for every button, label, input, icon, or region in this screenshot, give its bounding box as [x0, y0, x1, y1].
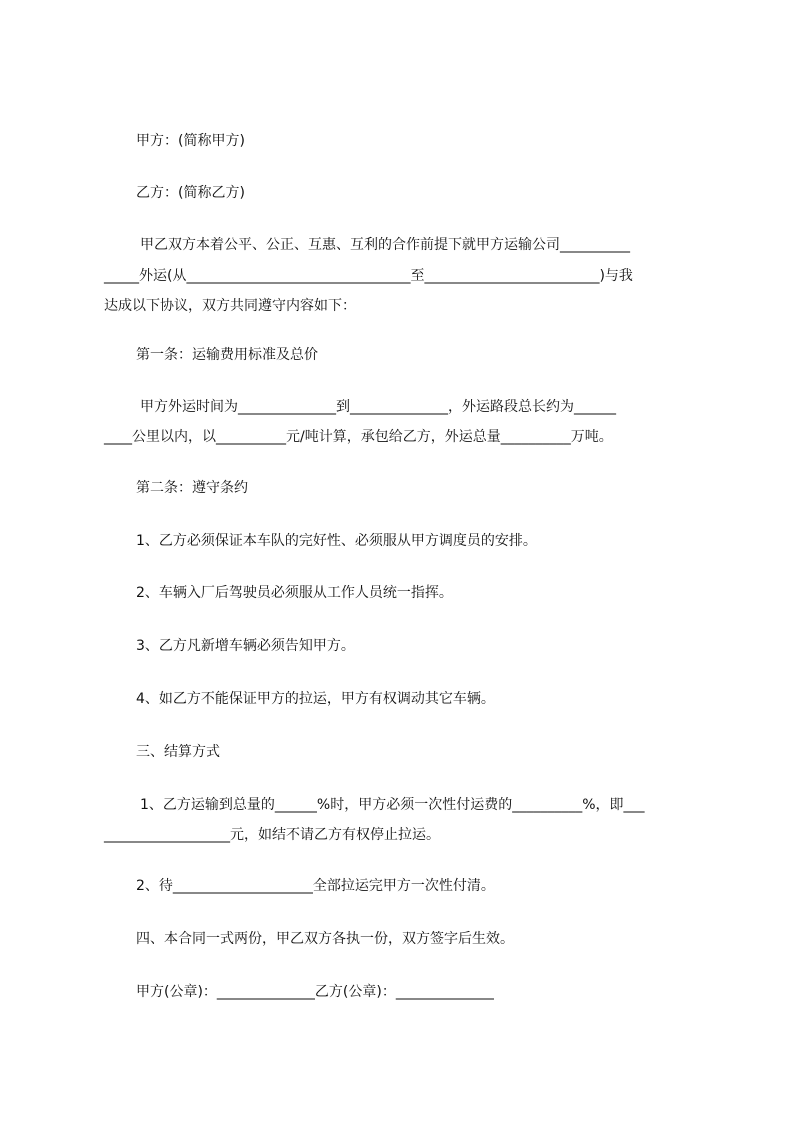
article1-line-2: ____公里以内，以__________元/吨计算，承包给乙方，外运总量__________万吨。 [104, 429, 613, 445]
article2-item-2: 2、车辆入厂后驾驶员必须服从工作人员统一指挥。 [136, 585, 453, 601]
intro-line-1: 甲乙双方本着公平、公正、互惠、互利的合作前提下就甲方运输公司__________ [140, 237, 630, 253]
article2-item-3: 3、乙方凡新增车辆必须告知甲方。 [136, 638, 355, 654]
article4-line: 四、本合同一式两份，甲乙双方各执一份，双方签字后生效。 [136, 931, 514, 947]
article1-line-1: 甲方外运时间为______________到______________，外运路段总长约为______ [140, 399, 616, 415]
intro-line-3: 达成以下协议，双方共同遵守内容如下： [104, 298, 356, 314]
article3-item-1-line-2: __________________元，如结不请乙方有权停止拉运。 [104, 827, 440, 843]
article2-item-1: 1、乙方必须保证本车队的完好性、必须服从甲方调度员的安排。 [136, 533, 537, 549]
party-a-line: 甲方：(简称甲方) [136, 133, 245, 149]
signature-line: 甲方(公章)：______________乙方(公章)：______________ [136, 984, 494, 1000]
intro-line-2: _____外运(从________________________________至_________________________)与我 [104, 268, 633, 284]
article2-title: 第二条：遵守条约 [136, 480, 248, 496]
article2-item-4: 4、如乙方不能保证甲方的拉运，甲方有权调动其它车辆。 [136, 691, 495, 707]
article3-title: 三、结算方式 [136, 744, 220, 760]
party-b-line: 乙方：(简称乙方) [136, 185, 245, 201]
article3-item-2: 2、待____________________全部拉运完甲方一次性付清。 [136, 878, 495, 894]
article3-item-1-line-1: 1、乙方运输到总量的______%时，甲方必须一次性付运费的__________%，即___ [140, 797, 645, 813]
article1-title: 第一条：运输费用标准及总价 [136, 347, 318, 363]
